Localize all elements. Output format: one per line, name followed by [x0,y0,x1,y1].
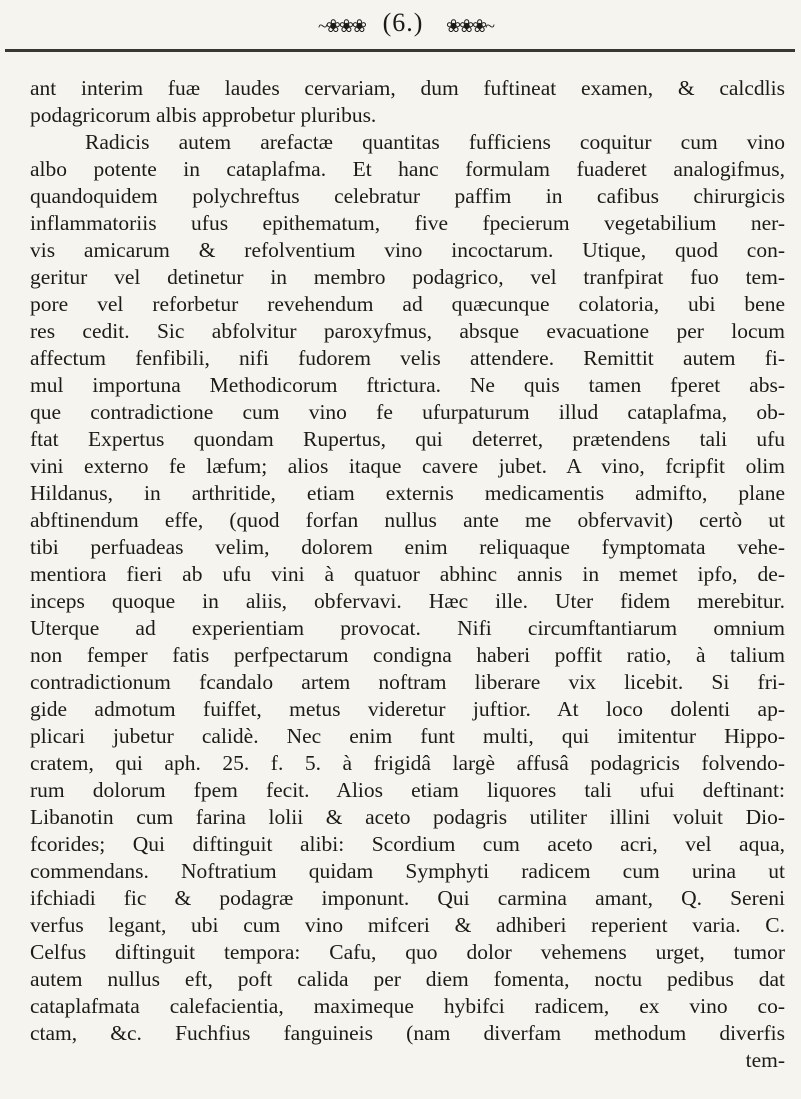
catchword: tem- [745,1048,785,1072]
text-line: que contradictione cum vino fe ufurpaturum illud cataplafma, ob- [30,400,785,424]
text-line: non femper fatis perfpectarum condigna haberi poffit ratio, à talium [30,643,785,667]
text-line: geritur vel detinetur in membro podagrico, vel tranfpirat fuo tem- [30,265,785,289]
text-line: tibi perfuadeas velim, dolorem enim reliquaque fymptomata vehe- [30,535,785,559]
text-line: Uterque ad experientiam provocat. Nifi circumftantiarum omnium [30,616,785,640]
text-line: inceps quoque in aliis, obfervavi. Hæc ille. Uter fidem merebitur. [30,589,785,613]
text-line: cratem, qui aph. 25. f. 5. à frigidâ largè affusâ podagricis folvendo- [30,751,785,775]
text-line: res cedit. Sic abfolvitur paroxyfmus, absque evacuatione per locum [30,319,785,343]
text-line: mentiora fieri ab ufu vini à quatuor abhinc annis in memet ipfo, de- [30,562,785,586]
text-line: vis amicarum & refolventium vino incoctarum. Utique, quod con- [30,238,785,262]
page-number: (6.) [382,8,424,37]
text-line: autem nullus eft, poft calida per diem fomenta, noctu pedibus dat [30,967,785,991]
text-line: podagricorum albis approbetur pluribus. [30,103,377,127]
text-line: affectum fenfibili, nifi fudorem velis attendere. Remittit autem fi- [30,346,785,370]
text-line: abftinendum effe, (quod forfan nullus ante me obfervavit) certò ut [30,508,785,532]
text-line: Celfus diftinguit tempora: Cafu, quo dolor vehemens urget, tumor [30,940,785,964]
text-line: ifchiadi fic & podagræ imponunt. Qui carmina amant, Q. Sereni [30,886,785,910]
text-line: cataplafmata calefacientia, maximeque hybifci radicem, ex vino co- [30,994,785,1018]
text-line: commendans. Noftratium quidam Symphyti radicem cum urina ut [30,859,785,883]
text-line: ctam, &c. Fuchfius fanguineis (nam diverfam methodum diverfis [30,1021,785,1045]
header-ornament-left: ~❀❀❀ [318,16,365,36]
text-line: albo potente in cataplafma. Et hanc formulam fuaderet analogifmus, [30,157,785,181]
text-line: ftat Expertus quondam Rupertus, qui deterret, prætendens tali ufu [30,427,785,451]
text-line: pore vel reforbetur revehendum ad quæcunque colatoria, ubi bene [30,292,785,316]
text-line: ant interim fuæ laudes cervariam, dum fuftineat examen, & calcdlis [30,76,785,100]
text-line: fcorides; Qui diftinguit alibi: Scordium cum aceto acri, vel aqua, [30,832,785,856]
header-ornament-right: ❀❀❀~ [446,16,493,36]
text-line: Libanotin cum farina lolii & aceto podagris utiliter illini voluit Dio- [30,805,785,829]
text-line: quandoquidem polychreftus celebratur paffim in cafibus chirurgicis [30,184,785,208]
text-line: Hildanus, in arthritide, etiam externis medicamentis admifto, plane [30,481,785,505]
page-header [0,6,801,50]
text-line: mul importuna Methodicorum ftrictura. Ne quis tamen fperet abs- [30,373,785,397]
text-line: vini externo fe læfum; alios itaque cavere jubet. A vino, fcripfit olim [30,454,785,478]
text-line: plicari jubetur calidè. Nec enim funt multi, qui imitentur Hippo- [30,724,785,748]
body-text [30,74,785,1094]
text-line: verfus legant, ubi cum vino mifceri & adhiberi reperient varia. C. [30,913,785,937]
text-line: Radicis autem arefactæ quantitas fufficiens coquitur cum vino [85,130,785,154]
header-rule [5,49,795,52]
text-line: rum dolorum fpem fecit. Alios etiam liquores tali ufui deftinant: [30,778,785,802]
text-line: gide admotum fuiffet, metus videretur juftior. At loco dolenti ap- [30,697,785,721]
text-line: inflammatoriis ufus epithematum, five fpecierum vegetabilium ner- [30,211,785,235]
text-line: contradictionum fcandalo artem noftram liberare vix licebit. Si fri- [30,670,785,694]
